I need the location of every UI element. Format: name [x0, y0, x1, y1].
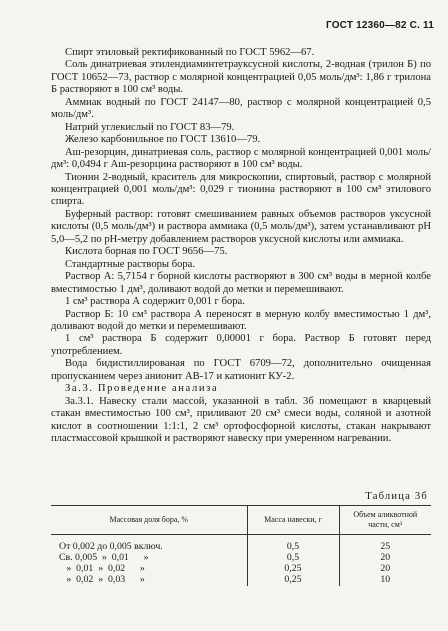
- paragraph: Железо карбонильное по ГОСТ 13610—79.: [65, 134, 261, 146]
- table-row: [51, 535, 431, 553]
- table-row: [51, 575, 431, 586]
- paragraph: Аммиак водный по ГОСТ 24147—80, раствор с молярной концентрацией 0,5 моль/дм³.: [51, 96, 431, 121]
- table-header-row: [51, 506, 431, 535]
- paragraph: Аш-резорцин, динатриевая соль, раствор с молярной концентрацией 0,001 моль/дм³: 0,0494 г Аш-резорцина растворяют в 100 см³ воды.: [51, 146, 431, 171]
- table-cell: Св. 0,005 » 0,01 »: [59, 551, 149, 563]
- paragraph: Раствор А: 5,7154 г борной кислоты растворяют в 300 см³ воды в мерной колбе вместимостью 1 дм³, доливают водой до метки и перемешивают.: [51, 271, 431, 295]
- paragraph: Соль динатриевая этилендиаминтетрауксусной кислоты, 2-водная (трилон Б) по ГОСТ 10652—73, раствор с молярной концентрацией 0,05 моль/дм³: 1,86 г трилона Б растворяют в 100 см³ воды.: [51, 59, 431, 96]
- paragraph: Спирт этиловый ректификованный по ГОСТ 5962—67.: [65, 47, 315, 58]
- page-header: ГОСТ 12360—82 С. 11: [325, 20, 434, 31]
- paragraph: Стандартные растворы бора.: [65, 258, 196, 270]
- table-cell: 0,25: [247, 564, 339, 575]
- table-cell: 20: [339, 553, 431, 564]
- column-header: Масса навески, г: [247, 506, 339, 535]
- paragraph: 1 см³ раствора Б содержит 0,00001 г бора. Раствор Б готовят перед употреблением.: [51, 333, 431, 357]
- paragraph: Буферный раствор: готовят смешиванием равных объемов растворов уксусной кислоты (0,5 моль/дм³) и раствора аммиака (0,5 моль/дм³), затем устанавливают pH 5,0—5,2 по pH-метру добавлением растворов уксусной кислоты или аммиака.: [51, 208, 431, 245]
- table-cell: » 0,02 » 0,03 »: [59, 573, 145, 585]
- table-cell: 0,5: [247, 535, 339, 553]
- table-cell: От 0,002 до 0,005 включ.: [59, 541, 163, 552]
- paragraph: Тионин 2-водный, краситель для микроскопии, спиртовый, раствор с молярной концентрацией 0,001 моль/дм³: 0,029 г тионина растворяют в 100 см³ этилового спирта.: [51, 171, 431, 208]
- table-cell: 0,25: [247, 575, 339, 586]
- table-cell: 20: [339, 564, 431, 575]
- table-cell: 0,5: [247, 553, 339, 564]
- paragraph: За.3.1. Навеску стали массой, указанной в табл. 3б помещают в кварцевый стакан вместимостью 100 см³, приливают 20 см³ смеси воды, соляной и азотной кислот в соотношении 1:1:1, 2 см³ ортофосфорной кислоты, стакан накрывают пластмассовой крышкой и растворяют навеску при умеренном нагревании.: [51, 395, 431, 445]
- section-heading: За.3. Проведение анализа: [65, 383, 219, 395]
- boron-table: [51, 505, 431, 586]
- paragraph: Вода бидистиллированая по ГОСТ 6709—72, дополнительно очищенная пропусканием через анионит АВ-17 и катионит КУ-2.: [51, 358, 431, 382]
- paragraph: Натрий углекислый по ГОСТ 83—79.: [65, 121, 235, 133]
- column-header: Массовая доля бора, %: [51, 506, 247, 535]
- table-cell: » 0,01 » 0,02 »: [59, 562, 145, 574]
- column-header: Объем аликвотной части, см³: [339, 506, 431, 535]
- table-cell: 25: [339, 535, 431, 553]
- paragraph: Кислота борная по ГОСТ 9656—75.: [65, 246, 228, 258]
- document-body: [51, 47, 431, 446]
- paragraph: Раствор Б: 10 см³ раствора А переносят в мерную колбу вместимостью 1 дм³, доливают водой до метки и перемешивают.: [51, 308, 431, 332]
- paragraph: 1 см³ раствора А содержит 0,001 г бора.: [65, 296, 245, 308]
- table-caption: Таблица 3б: [365, 491, 428, 502]
- table-cell: 10: [339, 575, 431, 586]
